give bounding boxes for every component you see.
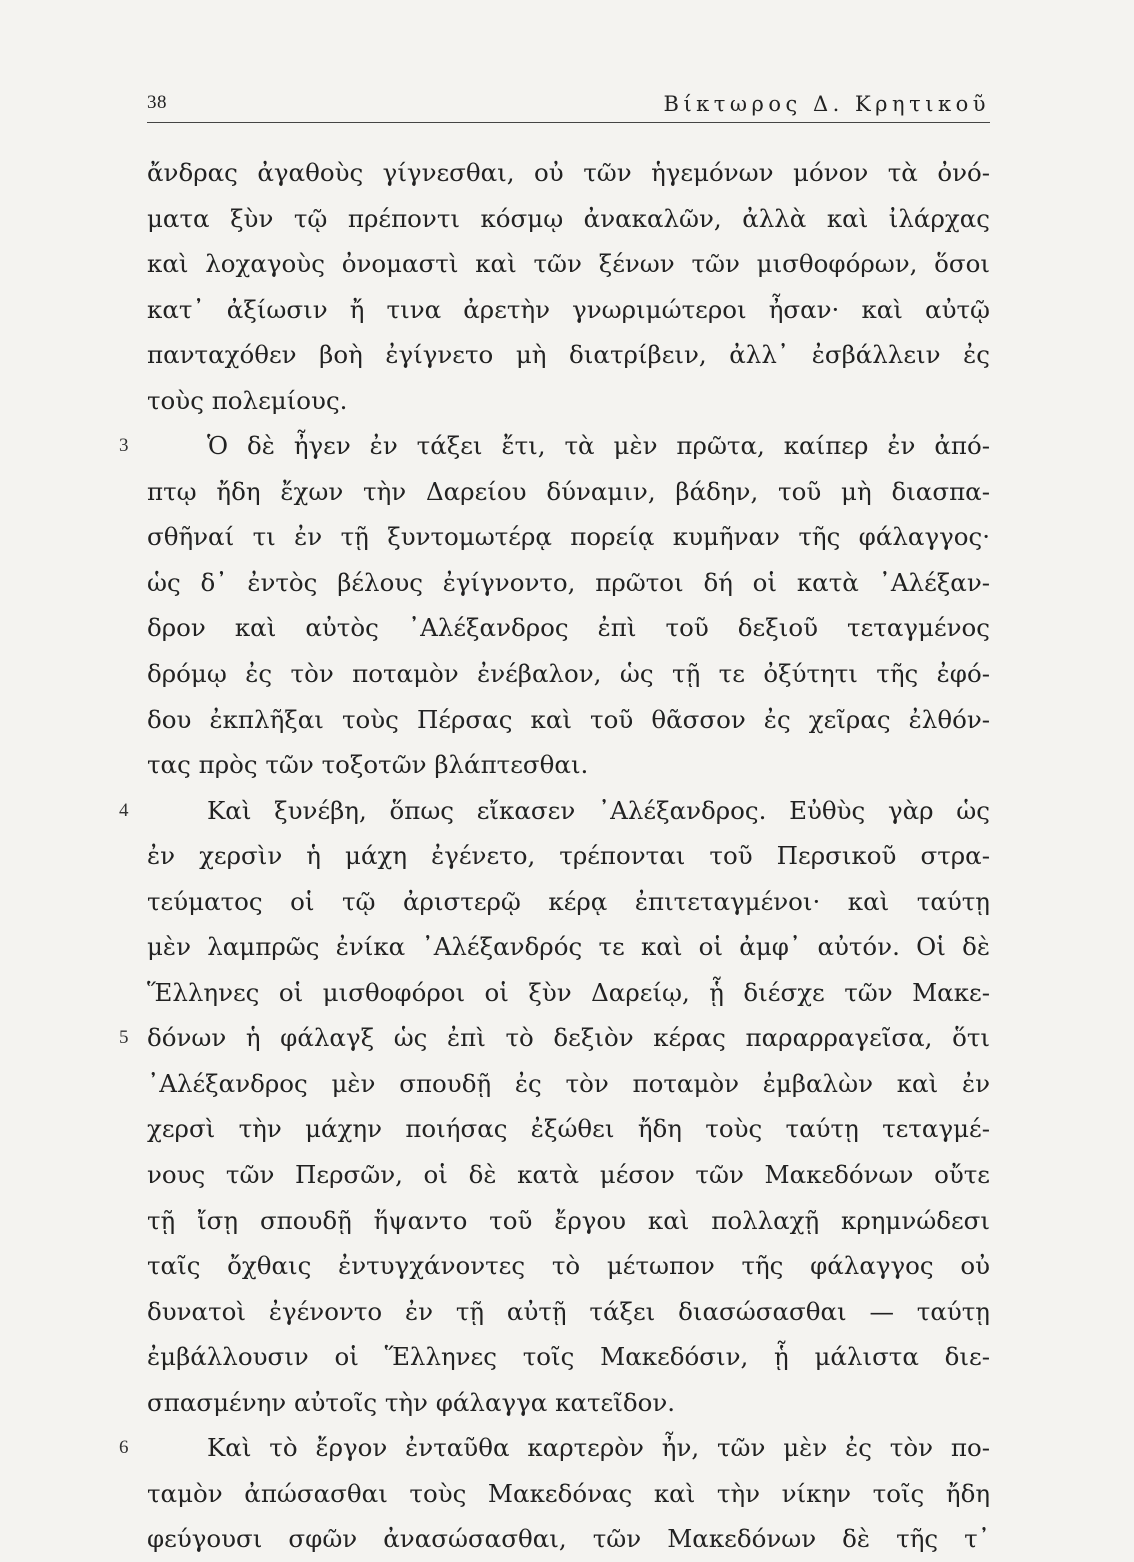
text-line	[147, 651, 990, 697]
text-line	[147, 924, 990, 970]
main-text	[119, 150, 990, 1562]
line-text: δόνων ἡ φάλαγξ ὡς ἐπὶ τὸ δεξιὸν κέρας παραρραγεῖσα, ὅτι	[147, 1023, 990, 1053]
line-text: κατ᾽ ἀξίωσιν ἤ τινα ἀρετὴν γνωριμώτεροι ἦσαν· καὶ αὐτῷ	[147, 294, 990, 324]
line-text: ματα ξὺν τῷ πρέποντι κόσμῳ ἀνακαλῶν, ἀλλὰ καὶ ἰλάρχας	[147, 203, 990, 233]
text-line	[147, 332, 990, 378]
line-text: ταῖς ὄχθαις ἐντυγχάνοντες τὸ μέτωπον τῆς φάλαγγος οὐ	[147, 1251, 990, 1281]
text-line	[119, 788, 990, 834]
text-line	[147, 1380, 990, 1426]
text-line	[147, 1289, 990, 1335]
text-line	[147, 1471, 990, 1517]
text-line	[147, 287, 990, 333]
text-line	[147, 833, 990, 879]
text-line	[147, 879, 990, 925]
page-number: 38	[147, 92, 167, 113]
line-text: πτῳ ἤδη ἔχων τὴν Δαρείου δύναμιν, βάδην, τοῦ μὴ διασπα-	[147, 476, 990, 506]
text-line	[147, 1106, 990, 1152]
text-line	[119, 423, 990, 469]
line-text: δρόμῳ ἐς τὸν ποταμὸν ἐνέβαλον, ὡς τῇ τε ὀξύτητι τῆς ἐφό-	[147, 659, 990, 689]
text-line	[147, 378, 990, 424]
line-text: ᾿Αλέξανδρος μὲν σπουδῇ ἐς τὸν ποταμὸν ἐμβαλὼν καὶ ἐν	[147, 1068, 990, 1098]
line-text: ἐμβάλλουσιν οἱ Ἕλληνες τοῖς Μακεδόσιν, ᾗ μάλιστα διε-	[147, 1342, 990, 1372]
text-line	[147, 697, 990, 743]
line-text: δυνατοὶ ἐγένοντο ἐν τῇ αὐτῇ τάξει διασώσασθαι — ταύτῃ	[147, 1296, 990, 1326]
line-text: ἄνδρας ἀγαθοὺς γίγνεσθαι, οὐ τῶν ἡγεμόνων μόνον τὰ ὀνό-	[147, 158, 990, 187]
line-text: τεύματος οἱ τῷ ἀριστερῷ κέρᾳ ἐπιτεταγμένοι· καὶ ταύτῃ	[147, 886, 990, 916]
line-text: σπασμένην αὐτοῖς τὴν φάλαγγα κατεῖδον.	[147, 1387, 676, 1417]
line-text: Καὶ τὸ ἔργον ἐνταῦθα καρτερὸν ἦν, τῶν μὲν ἐς τὸν πο-	[207, 1433, 990, 1463]
text-line	[147, 514, 990, 560]
text-line	[147, 970, 990, 1016]
text-line	[147, 1516, 990, 1562]
line-text: δου ἐκπλῆξαι τοὺς Πέρσας καὶ τοῦ θᾶσσον ἐς χεῖρας ἐλθόν-	[147, 704, 990, 734]
text-line	[147, 1334, 990, 1380]
line-text: φεύγουσι σφῶν ἀνασώσασθαι, τῶν Μακεδόνων δὲ τῆς τ᾽	[147, 1524, 990, 1554]
text-line	[147, 560, 990, 606]
line-text: Ἕλληνες οἱ μισθοφόροι οἱ ξὺν Δαρείῳ, ᾗ διέσχε τῶν Μακε-	[147, 977, 990, 1007]
line-text: πανταχόθεν βοὴ ἐγίγνετο μὴ διατρίβειν, ἀλλ᾽ ἐσβάλλειν ἐς	[147, 340, 990, 370]
text-line	[147, 605, 990, 651]
text-line	[119, 1015, 990, 1061]
line-text: χερσὶ τὴν μάχην ποιήσας ἐξώθει ἤδη τοὺς ταύτῃ τεταγμέ-	[147, 1114, 990, 1144]
line-text: τῇ ἴσῃ σπουδῇ ἥψαντο τοῦ ἔργου καὶ πολλαχῇ κρημνώδεσι	[147, 1205, 990, 1235]
line-text: σθῆναί τι ἐν τῇ ξυντομωτέρᾳ πορείᾳ κυμῆναν τῆς φάλαγγος·	[147, 522, 990, 552]
line-text: ταμὸν ἀπώσασθαι τοὺς Μακεδόνας καὶ τὴν νίκην τοῖς ἤδη	[147, 1478, 990, 1508]
text-line	[147, 742, 990, 788]
line-text: δρον καὶ αὐτὸς ᾿Αλέξανδρος ἐπὶ τοῦ δεξιοῦ τεταγμένος	[147, 613, 990, 643]
line-text: τας πρὸς τῶν τοξοτῶν βλάπτεσθαι.	[147, 750, 589, 780]
text-line	[147, 150, 990, 196]
text-line	[119, 1425, 990, 1471]
line-text: ὡς δ᾽ ἐντὸς βέλους ἐγίγνοντο, πρῶτοι δή οἱ κατὰ ᾿Αλέξαν-	[147, 567, 990, 597]
section-number: 3	[119, 435, 129, 457]
section-number: 5	[119, 1027, 129, 1049]
line-text: Ὁ δὲ ἦγεν ἐν τάξει ἔτι, τὰ μὲν πρῶτα, καίπερ ἐν ἀπό-	[207, 431, 990, 461]
line-text: τοὺς πολεμίους.	[147, 385, 348, 415]
text-line	[147, 469, 990, 515]
line-text: Καὶ ξυνέβη, ὅπως εἴκασεν ᾿Αλέξανδρος. Εὐθὺς γὰρ ὡς	[207, 795, 990, 825]
line-text: ἐν χερσὶν ἡ μάχη ἐγένετο, τρέπονται τοῦ Περσικοῦ στρα-	[147, 841, 990, 871]
text-line	[147, 1198, 990, 1244]
text-line	[147, 196, 990, 242]
running-title: Βίκτωρος Δ. Κρητικοῦ	[663, 92, 990, 116]
page-header	[147, 88, 990, 123]
text-line	[147, 1061, 990, 1107]
text-line	[147, 1152, 990, 1198]
line-text: μὲν λαμπρῶς ἐνίκα ᾿Αλέξανδρός τε καὶ οἱ ἀμφ᾽ αὐτόν. Οἱ δὲ	[147, 932, 990, 962]
text-line	[147, 241, 990, 287]
text-line	[147, 1243, 990, 1289]
section-number: 6	[119, 1437, 129, 1459]
line-text: νους τῶν Περσῶν, οἱ δὲ κατὰ μέσον τῶν Μακεδόνων οὔτε	[147, 1160, 990, 1190]
section-number: 4	[119, 799, 129, 821]
line-text: καὶ λοχαγοὺς ὀνομαστὶ καὶ τῶν ξένων τῶν μισθοφόρων, ὅσοι	[147, 249, 990, 279]
